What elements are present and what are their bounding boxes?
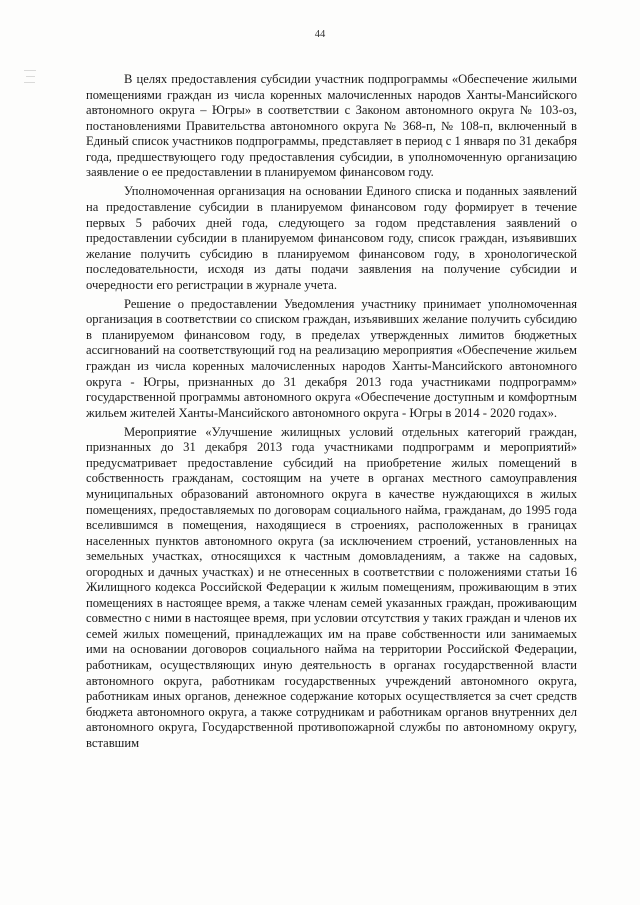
paragraph-notification-decision: Решение о предоставлении Уведомления участнику принимает уполномоченная организация в соответствии со списком граждан, изъявивших желание получить субсидию в планируемом финансовом году, в пределах утвержденных лимитов бюджетных ассигнований на соответствующий год на реализацию мероприятия «Обеспечение жильем граждан из числа коренных малочисленных народов Ханты-Мансийского автономного округа - Югры, признанных до 31 декабря 2013 года участниками подпрограмм» государственной программы автономного округа «Обеспечение доступным и комфортным жильем жителей Ханты-Мансийского автономного округа - Югры в 2014 - 2020 годах». [86, 296, 577, 420]
page-number: 44 [314, 29, 326, 40]
body-text [86, 72, 577, 755]
paragraph-list-formation: Уполномоченная организация на основании Единого списка и поданных заявлений на предоставление субсидии в планируемом финансовом году формирует в течение первых 5 рабочих дней года, следующего за годом представления заявлений о предоставлении субсидии в планируемом финансовом году, список граждан, изъявивших желание получить субсидию в планируемом финансовом году, в хронологической последовательности, исходя из даты подачи заявления на получение субсидии и очередности его регистрации в журнале учета. [86, 184, 577, 292]
paragraph-housing-improvement: Мероприятие «Улучшение жилищных условий отдельных категорий граждан, признанных до 31 декабря 2013 года участниками подпрограмм и мероприятий» предусматривает предоставление субсидий на приобретение жилых помещений в собственность гражданам, состоящим на учете в органах местного самоуправления муниципальных образований автономного округа в качестве нуждающихся в жилых помещениях, предоставляемых по договорам социального найма, гражданам, до 1995 года вселившимся в помещения, находящиеся в строениях, расположенных в границах населенных пунктов автономного округа (за исключением строений, установленных на земельных участках, относящихся к частным домовладениям, а также на садовых, огородных и дачных участках) и не отнесенных в соответствии с положениями статьи 16 Жилищного кодекса Российской Федерации к жилым помещениям, проживающим в этих помещениях в настоящее время, а также членам семей указанных граждан, проживающим совместно с ними в настоящее время, при условии отсутствия у таких граждан и членов их семей жилых помещений, принадлежащих им на праве собственности или занимаемых ими на основании договоров социального найма на территории Российской Федерации, работникам, осуществляющих иную деятельность в органах государственной власти автономного округа, работникам государственных учреждений автономного округа, работникам иных органов, денежное содержание которых осуществляется за счет средств бюджета автономного округа, а также сотрудникам и работникам органов внутренних дел автономного округа, Государственной противопожарной службы по автономному округу, вставшим [86, 424, 577, 750]
scan-margin-mark [24, 66, 38, 90]
paragraph-subsidy-application: В целях предоставления субсидии участник подпрограммы «Обеспечение жилыми помещениями граждан из числа коренных малочисленных народов Ханты-Мансийского автономного округа – Югры» в соответствии с Законом автономного округа № 103-оз, постановлениями Правительства автономного округа № 368-п, № 108-п, включенный в Единый список участников подпрограммы, представляет в период с 1 января по 31 декабря года, предшествующего году предоставления субсидии, в уполномоченную организацию заявление о ее предоставлении в планируемом финансовом году. [86, 72, 577, 180]
